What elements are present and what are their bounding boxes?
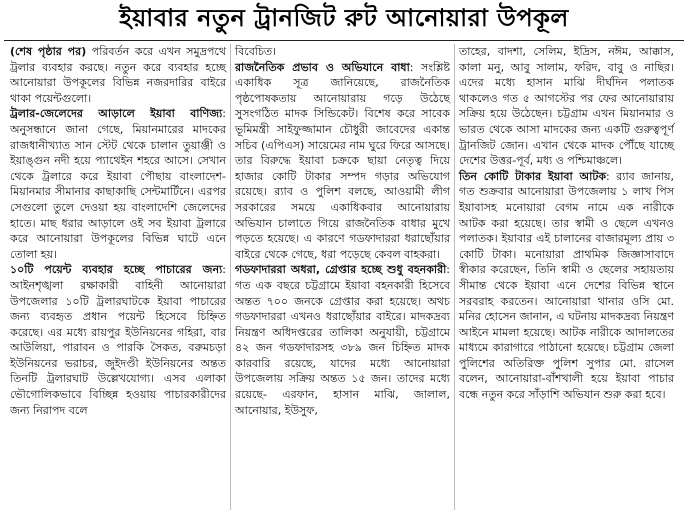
subheading: তিন কোটি টাকার ইয়াবা আটক <box>459 169 607 183</box>
paragraph-text: : আইনশৃঙ্খলা রক্ষাকারী বাহিনী আনোয়ারা উপজেলার ১০টি ট্রলারঘাটকে ইয়াবা পাচারের জন্য ব্যবহৃত প্রধান পয়েন্ট হিসেবে চিহ্নিত করেছে। এর মধ্যে রায়পুর ইউনিয়নের গহিরা, বার আউলিয়া, পারাবন ও পারকি সৈকত, বরুমচড়া ইউনিয়নের ভরাচর, জুইদণ্ডী ইউনিয়নের অন্তত তিনটি ট্রলারঘাট উল্লেখযোগ্য। এসব এলাকা ভৌগোলিকভাবে বিচ্ছিন্ন হওয়ায় পাচারকারীদের জন্য নিরাপদ বলে <box>10 263 226 417</box>
column-2 <box>230 44 454 510</box>
paragraph <box>10 106 226 262</box>
paragraph <box>235 262 450 418</box>
paragraph <box>235 44 450 60</box>
paragraph <box>459 44 674 169</box>
subheading: গডফাদাররা অধরা, গ্রেপ্তার হচ্ছে শুধু বহনকারী <box>235 263 447 277</box>
paragraph-text: : সংশ্লিষ্ট একাধিক সূত্র জানিয়েছে, রাজনৈতিক পৃষ্ঠপোষকতায় আনোয়ারায় গড়ে উঠেছে সুসংগঠিত মাদক সিন্ডিকেট। বিশেষ করে সাবেক ভূমিমন্ত্রী সাইফুজ্জামান চৌধুরী জাবেদের একান্ত সচিব (এপিএস) সায়েমের নাম ঘুরে ফিরে আসছে। তার বিরুদ্ধে ইয়াবা চক্রকে ছায়া নেতৃত্ব দিয়ে হাজার কোটি টাকার সম্পদ গড়ার অভিযোগ রয়েছে। র‍্যাব ও পুলিশ বলছে, আওয়ামী লীগ সরকারের সময়ে একাধিকবার আনোয়ারায় অভিযান চালাতে গিয়ে রাজনৈতিক বাধার মুখে পড়তে হয়েছে। এ কারণে গডফাদাররা ধরাছোঁয়ার বাইরে থেকে গেছে, ধরা পড়েছে কেবল বাহকরা। <box>235 60 450 261</box>
column-1 <box>6 44 230 510</box>
headline: ইয়াবার নতুন ট্রানজিট রুট আনোয়ারা উপকূল <box>119 3 569 32</box>
paragraph-text: : অনুসন্ধানে জানা গেছে, মিয়ানমারের মাদকের রাজধানীখ্যাত সান স্টেট থেকে চালান তুয়াঞ্জী ও ইয়াঙ্গুন নদী হয়ে প্যাথেইন শহরে আসে। সেখান থেকে ট্রলারে করে ইয়াবা পৌছায় বাংলাদেশ-মিয়ানমার সীমানার কাছাকাছি সেন্টমার্টিনে। এরপর সেগুলো তুলে দেওয়া হয় বাংলাদেশি জেলেদের হাতে। মাছ ধরার আড়ালে ওই সব ইয়াবা ট্রলারে করে আনোয়ারা উপকূলের বিভিন্ন ঘাটে এনে তোলা হয়। <box>10 107 226 261</box>
paragraph <box>235 60 450 263</box>
subheading: রাজনৈতিক প্রভাব ও অভিযানে বাধা <box>235 60 410 74</box>
paragraph <box>10 44 226 106</box>
paragraph <box>10 262 226 418</box>
paragraph-text: : গত এক বছরে চট্টগ্রামে ইয়াবা বহনকারী হিসেবে অন্তত ৭০০ জনকে গ্রেপ্তার করা হয়েছে। অথচ গডফাদাররা এখনও ধরাছোঁয়ার বাইরে। মাদকদ্রব্য নিয়ন্ত্রণ অধিদপ্তরের তালিকা অনুযায়ী, চট্টগ্রামে ৪২ জন গডফাদারসহ ৩৮৯ জন চিহ্নিত মাদক কারবারি রয়েছে, যাদের মধ্যে আনোয়ারা উপজেলায় সক্রিয় অন্তত ১৫ জন। তাদের মধ্যে রয়েছে- এরফান, হাসান মাঝি, জালাল, আনোয়ার, ইউসুফ, <box>235 263 450 417</box>
paragraph-text: বিবেচিত। <box>235 45 277 58</box>
paragraph-text: পরিবর্তন করে এখন সমুদ্রপথে ট্রলার ব্যবহার করছে। নতুন করে ব্যবহার হচ্ছে আনোয়ারা উপকূলের বিভিন্ন নজরদারির বাইরে থাকা পয়েন্টগুলো। <box>10 45 226 105</box>
paragraph <box>459 169 674 403</box>
jump-marker: (শেষ পৃষ্ঠার পর) <box>10 45 87 58</box>
paragraph-text: : র‍্যাব জানায়, গত শুক্রবার আনোয়ারা উপজেলায় ১ লাখ পিস ইয়াবাসহ মনোয়ারা বেগম নামে এক নারীকে আটক করা হয়েছে। তার স্বামী ও ছেলে এখনও পলাতক। ইয়াবার এই চালানের বাজারমূল্য প্রায় ৩ কোটি টাকা। মনোয়ারা প্রাথমিক জিজ্ঞাসাবাদে স্বীকার করেছেন, তিনি স্বামী ও ছেলের সহায়তায় সীমান্ত থেকে ইয়াবা এনে দেশের বিভিন্ন স্থানে সরবরাহ করতেন। আনোয়ারা থানার ওসি মো. মনির হোসেন জানান, এ ঘটনায় মাদকদ্রব্য নিয়ন্ত্রণ আইনে মামলা হয়েছে। আটক নারীকে আদালতের মাধ্যমে কারাগারে পাঠানো হয়েছে। চট্টগ্রাম জেলা পুলিশের অতিরিক্ত পুলিশ সুপার মো. রাসেল বলেন, আনোয়ারা-বাঁশখালী হয়ে ইয়াবা পাচার বন্ধে নতুন করে সাঁড়াশি অভিযান শুরু করা হবে। <box>459 169 674 402</box>
article-body <box>6 44 684 510</box>
paragraph-text: তাহের, বাদশা, সেলিম, ইদ্রিস, নঈম, আক্কাস, কালা মনু, আবু সালাম, ফরিদ, বাবু ও নাছির। এদের মধ্যে হাসান মাঝি দীর্ঘদিন পলাতক থাকলেও গত ৫ আগস্টের পর ফের আনোয়ারায় সক্রিয় হয়ে উঠেছেন। চট্টগ্রাম এখন মিয়ানমার ও ভারত থেকে আসা মাদকের জন্য একটি গুরুত্বপূর্ণ ট্রানজিট জোন। এখান থেকে মাদক পৌঁছে যাচ্ছে দেশের উত্তর-পূর্ব, মধ্য ও পশ্চিমাঞ্চলে। <box>459 45 674 168</box>
subheading: ট্রলার-জেলেদের আড়ালে ইয়াবা বাণিজ্য <box>10 107 223 121</box>
column-3 <box>454 44 678 510</box>
subheading: ১০টি পয়েন্ট ব্যবহার হচ্ছে পাচারের জন্য <box>10 263 223 277</box>
headline-rule <box>4 40 684 41</box>
